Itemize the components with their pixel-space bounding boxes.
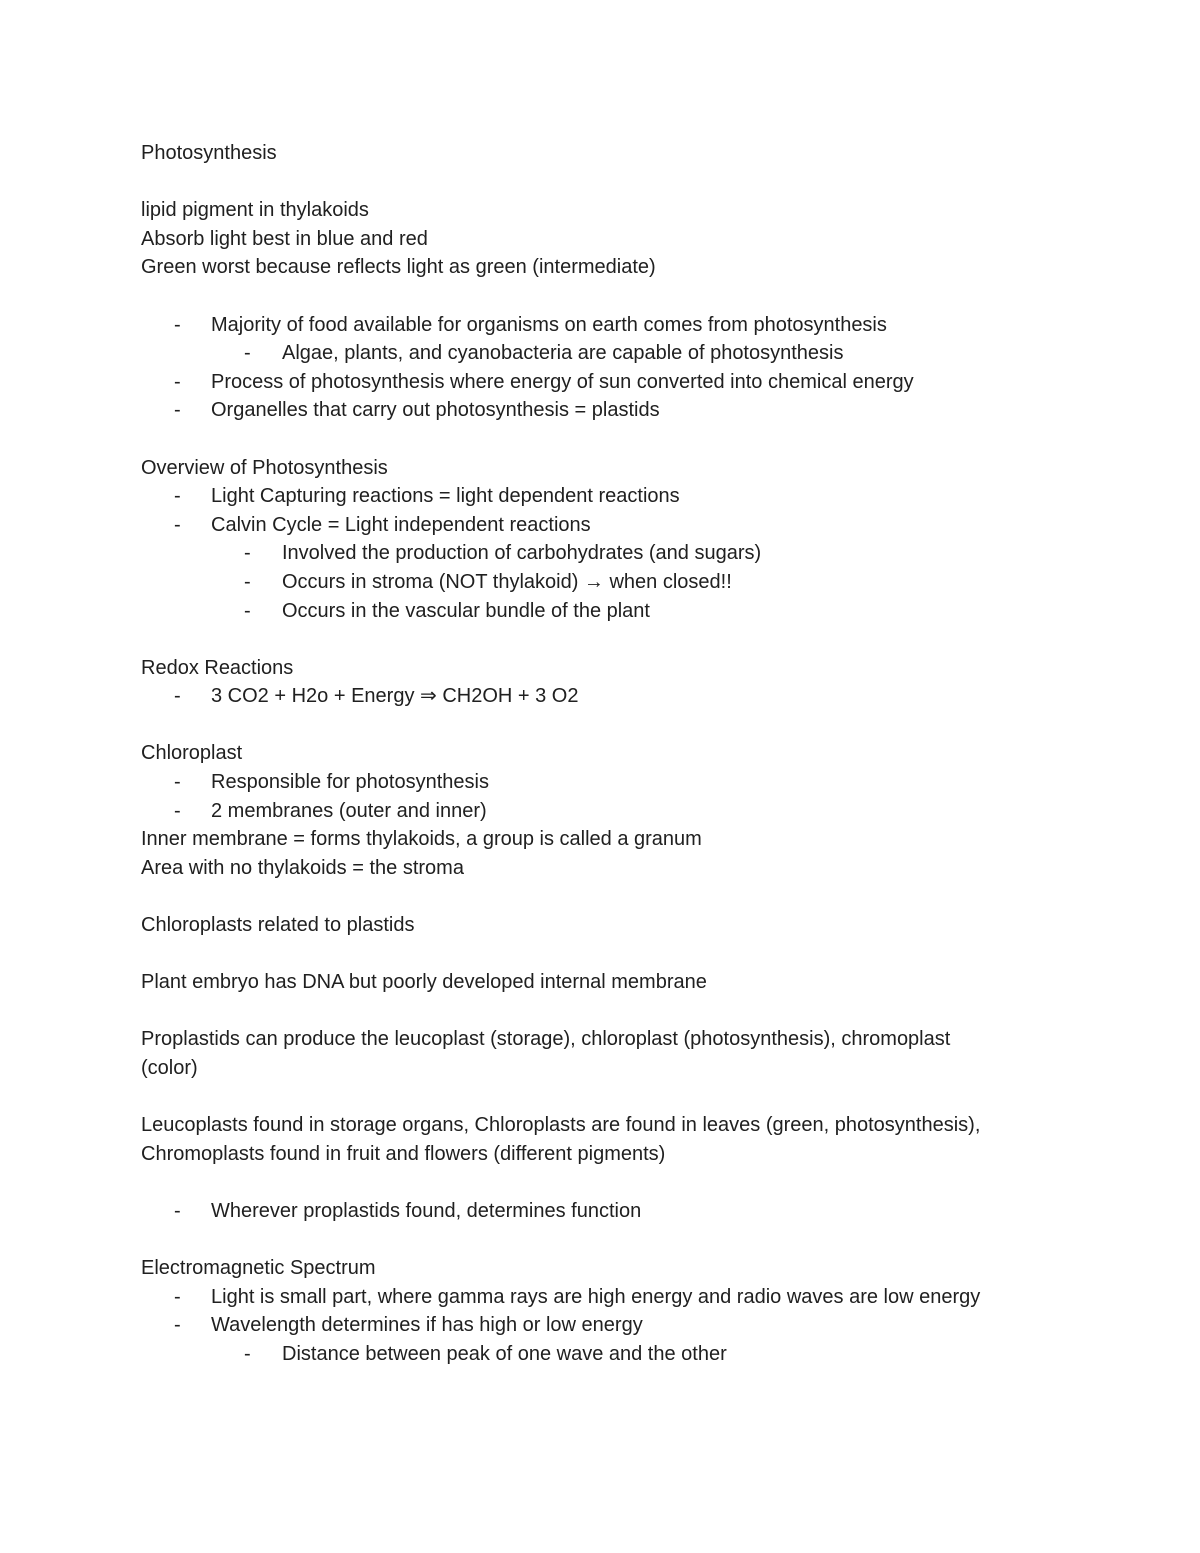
bullet-marker: - [174,1314,181,1337]
bullet-item [141,1197,1061,1226]
blank-line [141,1168,1061,1197]
text-line: Inner membrane = forms thylakoids, a group is called a granum [141,828,702,851]
text-line: Electromagnetic Spectrum [141,1257,376,1280]
sub-bullet-item [141,597,1061,626]
text-line: Chromoplasts found in fruit and flowers (different pigments) [141,1142,666,1165]
bullet-text: Occurs in the vascular bundle of the plant [282,599,650,622]
text-line: (color) [141,1057,198,1079]
text-line: Redox Reactions [141,656,294,679]
bullet-marker: - [174,513,181,536]
bullet-item [141,311,1061,340]
bullet-text: Wherever proplastids found, determines function [211,1199,642,1222]
blank-line [141,940,1061,969]
blank-line [141,282,1061,311]
bullet-marker: - [174,399,181,422]
text-line: Proplastids can produce the leucoplast (storage), chloroplast (photosynthesis), chromoplast [141,1028,951,1051]
bullet-marker: - [244,570,251,593]
bullet-marker: - [244,1342,251,1365]
bullet-text: Light Capturing reactions = light dependent reactions [211,485,680,508]
bullet-marker: - [174,485,181,508]
blank-line [141,1083,1061,1112]
bullet-text: Calvin Cycle = Light independent reactions [211,513,591,536]
bullet-item [141,511,1061,540]
bullet-marker: - [174,1199,181,1222]
sub-bullet-item [141,539,1061,568]
bullet-text: Light is small part, where gamma rays are high energy and radio waves are low energy [211,1285,981,1308]
bullet-text: Responsible for photosynthesis [211,771,489,794]
bullet-item [141,682,1061,711]
blank-line [141,425,1061,454]
bullet-marker: - [174,370,181,393]
bullet-marker: - [174,1285,181,1308]
bullet-text: Wavelength determines if has high or low energy [211,1314,643,1337]
bullet-text: Distance between peak of one wave and the other [282,1342,727,1365]
text-line: Green worst because reflects light as green (intermediate) [141,256,656,279]
bullet-marker: - [244,342,251,365]
sub-bullet-item [141,339,1061,368]
bullet-marker: - [244,599,251,622]
bullet-text: 3 CO2 + H2o + Energy ⇒ CH2OH + 3 O2 [211,685,579,708]
sub-bullet-item [141,1340,1061,1369]
text-line: Leucoplasts found in storage organs, Chloroplasts are found in leaves (green, photosynthesis), [141,1114,981,1137]
blank-line [141,1226,1061,1255]
text-line: Absorb light best in blue and red [141,227,428,250]
text-line: lipid pigment in thylakoids [141,199,369,222]
bullet-marker: - [174,771,181,794]
blank-line [141,882,1061,911]
bullet-marker: - [174,313,181,336]
bullet-text: Involved the production of carbohydrates (and sugars) [282,542,762,565]
blank-line [141,168,1061,197]
text-line: Area with no thylakoids = the stroma [141,856,464,879]
bullet-text: Majority of food available for organisms on earth comes from photosynthesis [211,313,887,336]
text-line: Overview of Photosynthesis [141,456,388,479]
bullet-item [141,797,1061,826]
blank-line [141,997,1061,1026]
text-line: Chloroplasts related to plastids [141,914,415,937]
bullet-text: Algae, plants, and cyanobacteria are capable of photosynthesis [282,342,844,365]
bullet-item [141,1311,1061,1340]
bullet-text: Organelles that carry out photosynthesis = plastids [211,399,660,422]
sub-bullet-item [141,568,1061,597]
bullet-item [141,1283,1061,1312]
bullet-text: Occurs in stroma (NOT thylakoid) → when closed!! [282,570,732,593]
bullet-item [141,768,1061,797]
bullet-marker: - [174,685,181,708]
document-body [141,139,1061,1369]
blank-line [141,625,1061,654]
bullet-text: 2 membranes (outer and inner) [211,799,487,822]
bullet-text: Process of photosynthesis where energy of sun converted into chemical energy [211,370,914,393]
bullet-item [141,396,1061,425]
text-line: Photosynthesis [141,142,277,164]
bullet-marker: - [174,799,181,822]
bullet-item [141,368,1061,397]
text-line: Chloroplast [141,742,243,765]
blank-line [141,711,1061,740]
bullet-item [141,482,1061,511]
bullet-marker: - [244,542,251,565]
text-line: Plant embryo has DNA but poorly developed internal membrane [141,971,707,994]
